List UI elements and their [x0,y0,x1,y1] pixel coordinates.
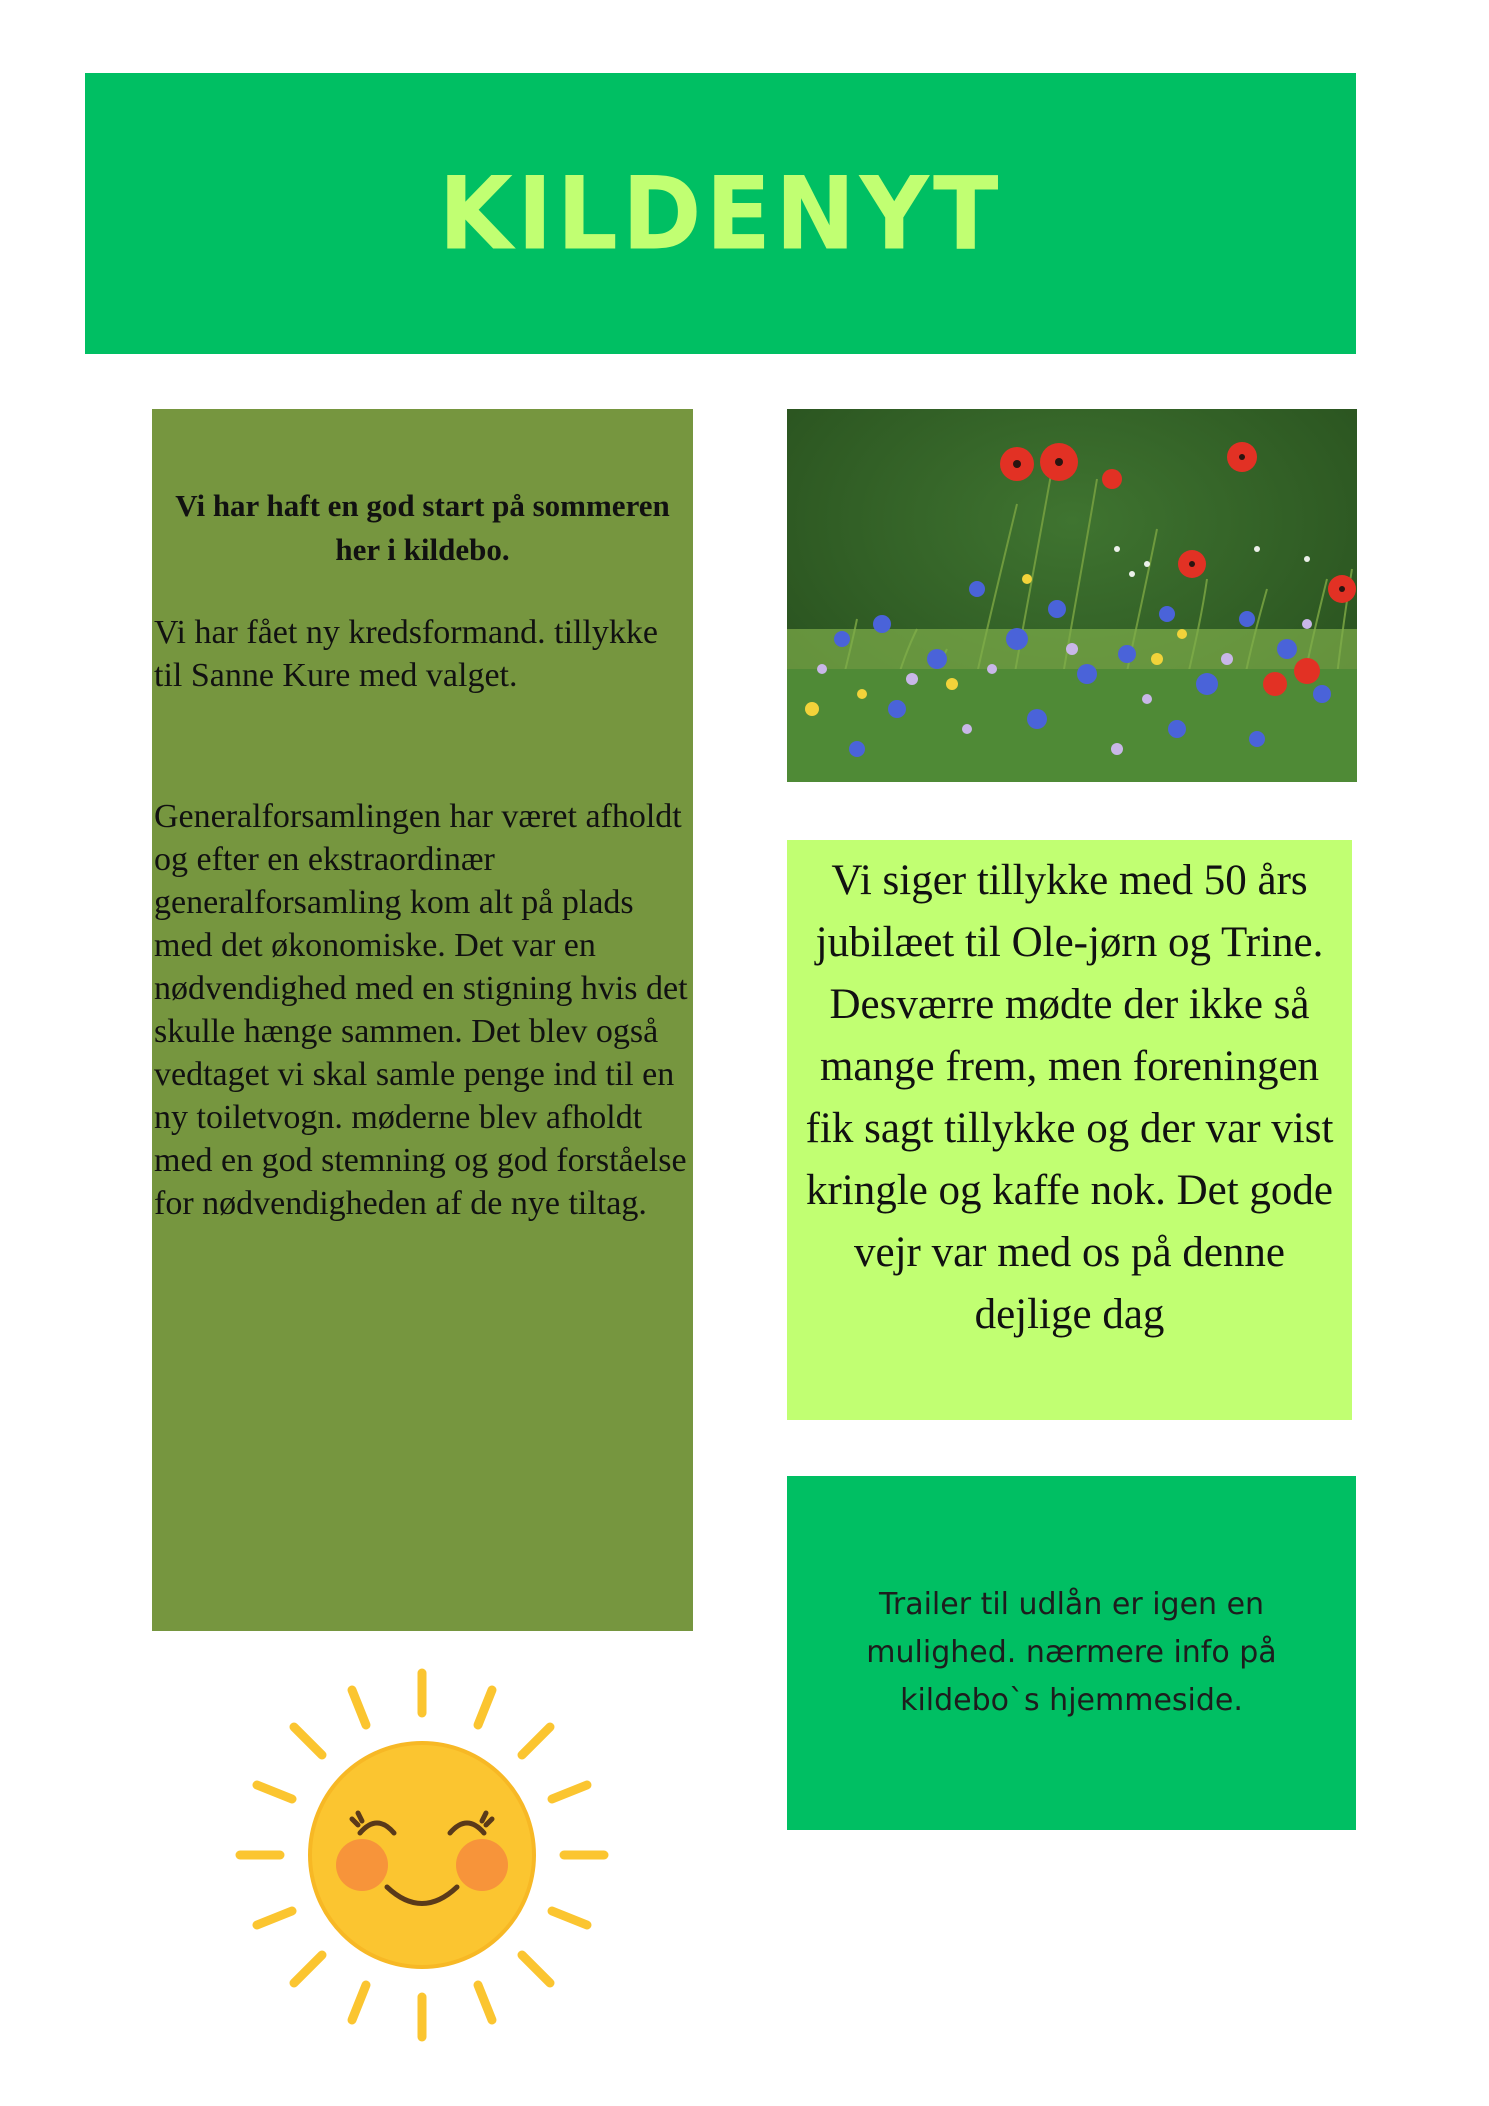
anniversary-details: Desværre mødte der ikke så mange frem, men foreningen fik sagt tillykke og der var vist kringle og kaffe nok. Det gode vejr var med os på denne dejlige dag [805,981,1334,1338]
trailer-notice-box [787,1476,1356,1830]
header-banner [85,73,1356,354]
smiling-sun-icon [232,1665,612,2045]
flower-meadow-illustration [787,409,1357,782]
news-paragraph-general-assembly: Generalforsamlingen har været afholdt og efter en ekstraordinær generalforsamling kom alt på plads med det økonomiske. Det var en nødvendighed med en stigning hvis det skulle hænge sammen. Det blev også vedtaget vi skal samle penge ind til en ny toiletvogn. møderne blev afholdt med en god stemning og god forståelse for nødvendigheden af de nye tiltag. [154,798,688,1222]
anniversary-box [787,840,1352,1420]
page-title: KILDENYT [438,154,1003,273]
anniversary-congratulations: Vi siger tillykke med 50 års jubilæet til Ole-jørn og Trine. [815,857,1324,966]
news-heading: Vi har haft en god start på sommeren her i kildebo. [175,488,670,567]
trailer-notice-text: Trailer til udlån er igen en mulighed. nærmere info på kildebo`s hjemmeside. [866,1587,1277,1718]
flower-meadow-photo [787,409,1357,782]
news-column [152,409,693,1631]
news-paragraph-chairman: Vi har fået ny kredsformand. tillykke til Sanne Kure med valget. [154,614,659,694]
